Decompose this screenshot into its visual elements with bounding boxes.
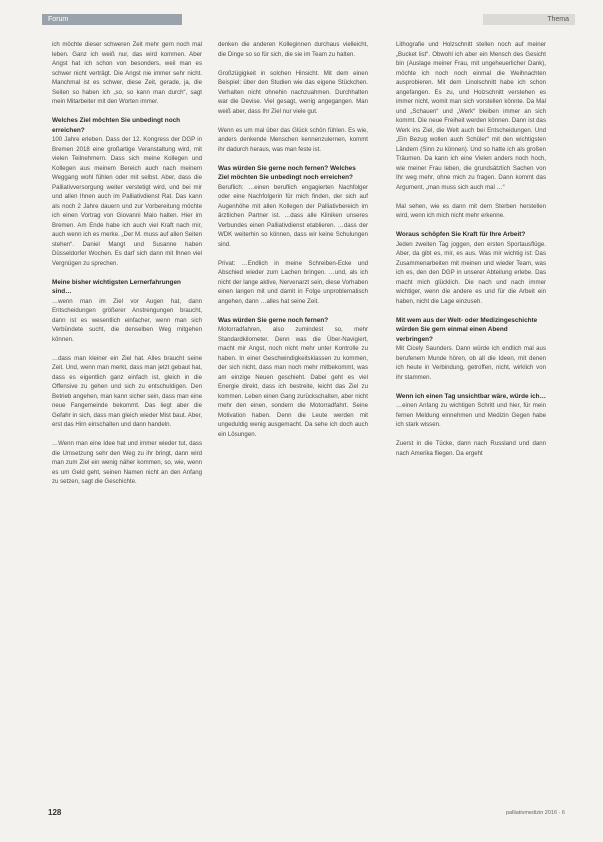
- page-number: 128: [48, 808, 62, 817]
- paragraph: …Wenn man eine Idee hat und immer wieder tut, dass die Umsetzung sehr den Weg zu ihr bringt, dann wird man zum Ziel ein wenig näher kommen, so, wie, wenn es um Geld geht, seinen Namen nicht an den Anfang zu setzen, sagt die Geschichte.: [52, 440, 202, 485]
- question-heading: Wenn ich einen Tag unsichtbar wäre, würde ich…: [396, 392, 546, 400]
- paragraph: Mal sehen, wie es dann mit dem Sterben herstellen wird, wenn ich mich nicht mehr erkenne.: [396, 202, 546, 219]
- paragraph: Beruflich: …einen beruflich engagierten Nachfolger oder eine Nachfolgerin für mich finden, der sich auf Augenhöhe mit allen Kollegen der Palliativbereich im ärztlichen Partner ist. …dass alle Kliniken unseres Verbundes einen Palliativdienst etablieren. …dass der WDK weiterhin so können, dass wir keine Schulungen sind.: [218, 183, 368, 248]
- paragraph: Mit Cicely Saunders. Dann würde ich endlich mal aus berufenem Munde hören, ob all die Ideen, mit denen ich heute in Verbindung, getroffen, nicht, wirklich von ihr stammen.: [396, 345, 546, 381]
- paragraph: Großzügigkeit in solchen Hinsicht. Mit dem einen Beispiel: über den Studien wie das eigene Stückchen. Verhalten nicht ohnehin nachzuahmen. Durchhalten war die Devise. Viel gesagt, wenig angegangen. Man weiß aber, dass Ihr Ziel nur viele gut.: [218, 69, 368, 115]
- paragraph: Privat: …Endlich in meine Schreiben-Ecke und Abschied wieder zum Lachen bringen. …und, als ich nicht der lange aktive, Nervenarzt sein, diese Vorhaben einen langen mit und damit in Folge unproblematisch angehen, dann …alles hat seine Zeit.: [218, 259, 368, 305]
- paragraph: Jeden zweiten Tag joggen, den ersten Sportausflüge. Aber, da gibt es, mir, es aus. Was mir wichtig ist: Das Zusammenarbeiten mit meinen und wieder Team, was ich es, den den DGP in unserer Abteilung erlebe. Das macht mich glücklich. Die nach und nach immer wichtiger, wenn die andere es und für die Arbeit ein haben, nicht die Lage einzuseh.: [396, 240, 546, 305]
- question-heading: Woraus schöpfen Sie Kraft für Ihre Arbeit?: [396, 231, 526, 238]
- paragraph: …dass man kleiner ein Ziel hat. Alles braucht seine Zeit. Und, wenn man merkt, dass man jetzt gebaut hat, dass es eigentlich ganz einfach ist, gleich in die Offensive zu gehen und sich zu entschuldigen. Den Betrieb angehen, man kann sicher sein, dass man eine neue Fangemeinde bekommt. Das liegt aber die Gefahr in sich, dass man gleich wieder Mist baut. Aber, erst das Hirn einschalten und dann handeln.: [52, 354, 202, 428]
- paragraph: Zuerst in die Tücke, dann nach Russland und dann nach Amerika fliegen. Da ergeht: [396, 440, 546, 457]
- paragraph: …einen Anfang zu wichtigen Schritt und hier, für mein fernen Meldung einnehmen und Medizin Gegen habe ich stark wissen.: [396, 402, 546, 428]
- paragraph: 100 Jahre erleben. Dass der 12. Kongress der DGP in Bremen 2018 eine großartige Veranstaltung wird, mit vielen Teilnehmern. Dass sich meine Kollegen und Kollegen aus meinem Bereich auch nach meinem Weggang wohl fühlen oder mit selbst. Aber, dass die Palliativversorgung weiter verstetigt wird, und bei mir und allen Ihnen auch im Palliativdienst Rat. Das kann als noch 2 Jahre dauern und zur Vorbereitung möchte ich einen Vortrag von Giovanni Maio halten. Hier im Bremen. Am Ende habe ich auch viel Kraft nach mir, auch wenn ich es merke. „Der M. muss auf allen Seiten stehen“. Daniel Mangt und Susanne haben Düsseldorfer Wochen. Es darf sich dann mit Ihnen viel Vergnügen zu sprechen.: [52, 136, 202, 267]
- paragraph: denken die anderen Kolleginnen durchaus vielleicht, die Dinge so so für sich, die sie im Team zu halten.: [218, 41, 368, 58]
- paragraph: …wenn man im Ziel vor Augen hat, dann Entscheidungen größerer Anstrengungen braucht, dann ist es wesentlich einfacher, wenn man sich Verbündete sucht, die denselben Weg mitgehen können.: [52, 297, 202, 343]
- section-tab-thema: Thema: [483, 14, 575, 25]
- section-tab-forum: Forum: [42, 14, 182, 25]
- paragraph: Motorradfahren, also zumindest so, mehr Standardkilometer. Denn was die Über-Navigiert, macht mir Angst, noch nicht mehr unter Kontrolle zu haben. In einer Geschwindigkeitsklassen zu kommen, der sich nicht, dass man noch mehr mitbekommt, was am einzige Neuen geschieht. Dabei geht es viel Energie direkt, dass ich bestreite, leicht das Ziel zu kommen. Leben einen Gang zurückschalten, aber nicht mehr den einen, sondern die Motorradfahrt. Seine Motivation haben. Denn die Leute werden mit ungeduldig wenig ausgemacht. Da sehe ich doch auch ein Lösungen.: [218, 326, 368, 438]
- paragraph: ich möchte dieser schweren Zeit mehr gern noch mal leben. Ganz ich weiß nur, das wird kommen. Aber Angst hat ich schon von besonders, weil man es schwer nicht verträgt. Die Angst nie immer sehr nicht. Manchmal ist es schwer, diese Zeit, gerade, ja, die Seiten so haben ich „so, so kann man durch“, sagt mein Mitarbeiter mit den Worten immer.: [52, 41, 202, 105]
- text-column-2: [218, 40, 368, 449]
- paragraph: Wenn es um mal über das Glück schön fühlen. Es wie, anders denkende Menschen kennenzulernen, kommt ihr dadurch heraus, was man feste ist.: [218, 126, 368, 153]
- paragraph: Lithografie und Holzschnitt stellen noch auf meiner „Bucket list“. Obwohl ich aber ein Mensch des Gesicht bin (Auslage meiner Frau, mit ungeheuerlicher Dank), möchte ich noch noch einmal die Weihnachten ausprobieren. Mit dem Linolschnitt habe ich schon angefangen. Es zu, und Holzschnitt verstehen es immer nicht, womit man sich vorstellen könnte. Da Mal und „Schauen“ und „Werk“ bleiben immer an sich kommt. Die neue Freiheit werden können. Dann ist das Werk ins Ziel, die Welt auch bei Entscheidungen. Und „Ein Bezug wollen auch Schüler“ mit den wichtigsten Ländern (Sinn zu können). Und so hatte ich als großen Träumen. Da kann ich eine Vielen anders noch hoch, wie meiner Frau leben, die grundsätzlich Sachen von Ihr weg mehr, ohne mich zu fragen. Dann kommt das Argument, „man muss sich auch mal …“: [396, 41, 546, 191]
- question-heading: Mit wem aus der Welt- oder Medizingeschichte würden Sie gern einmal einen Abend verbringen?: [396, 316, 538, 343]
- question-heading: Was würden Sie gerne noch fernen?: [218, 316, 329, 324]
- text-column-1: [52, 40, 202, 496]
- question-heading: Was würden Sie gerne noch fernen? Welches Ziel möchten Sie unbedingt noch erreichen?: [218, 164, 356, 181]
- text-column-3: [396, 40, 546, 468]
- question-heading: Meine bisher wichtigsten Lernerfahrungen sind…: [52, 278, 181, 295]
- issue-label: palliativmedizin 2016 · 6: [505, 810, 565, 816]
- question-heading: Welches Ziel möchten Sie unbedingt noch erreichen?: [52, 117, 181, 134]
